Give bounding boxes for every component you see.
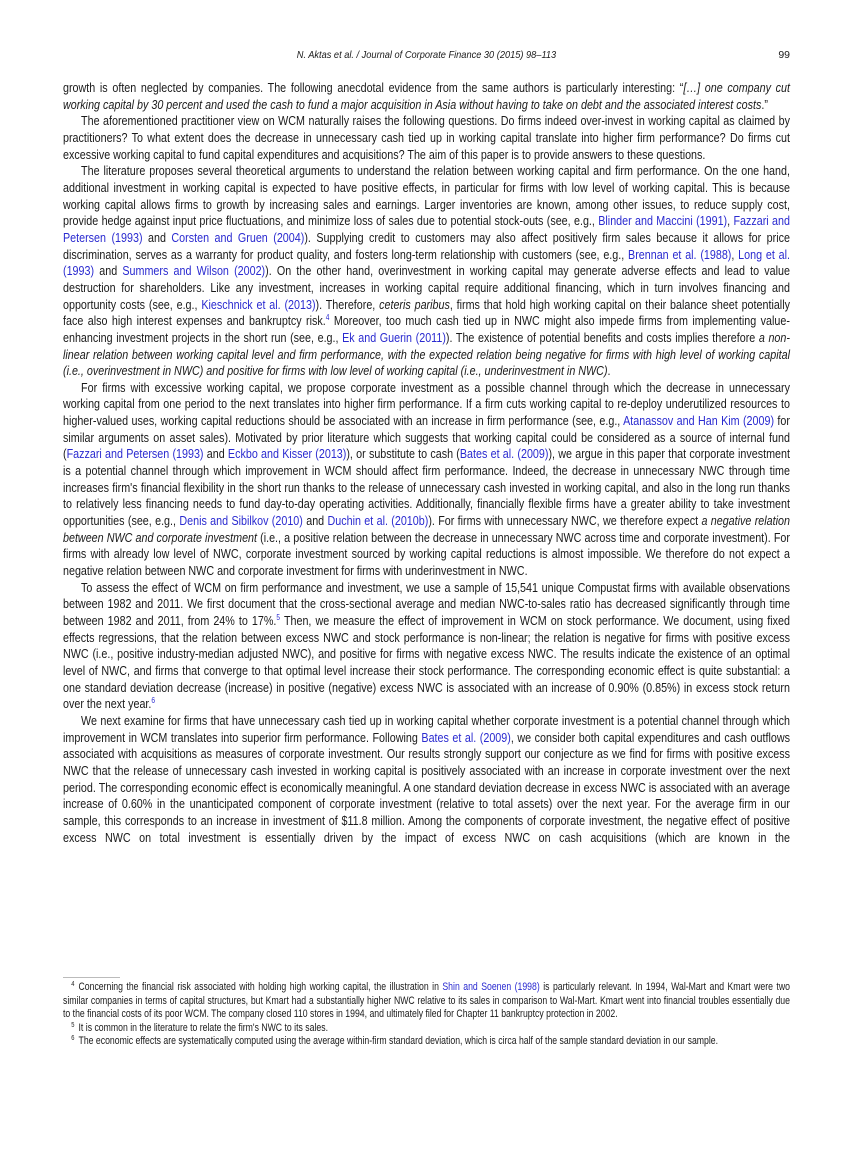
- paragraph: [63, 80, 790, 113]
- footnote: [63, 1035, 790, 1049]
- text-run: Concerning the financial risk associated with holding high working capital, the illustration in: [78, 981, 443, 993]
- text-run: ). For firms with unnecessary NWC, we therefore expect: [428, 513, 702, 529]
- text-run: ), or substitute to cash (: [346, 446, 460, 462]
- text-run: Moreover, too much cash tied up in NWC might also impede firms from implementing value-enhancing investment projects in the short run (see, e.g.,: [63, 313, 790, 345]
- text-run: ). Therefore,: [315, 296, 380, 312]
- text-run: .: [607, 363, 611, 379]
- footnote-ref-link[interactable]: 6: [151, 696, 156, 706]
- text-run: ,: [727, 213, 734, 229]
- text-run: and: [302, 513, 328, 529]
- footnote: [63, 1022, 790, 1036]
- citation-link[interactable]: Ek and Guerin (2011): [342, 329, 446, 345]
- citation-link[interactable]: Denis and Sibilkov (2010): [179, 513, 303, 529]
- text-run: ). Supplying credit to customers may also affect positively firm sales because it allows for price discrimination, serves as a warranty for product quality, and fosters long-term relationship with customers (see, e.g.,: [63, 229, 790, 262]
- footnote: [63, 981, 790, 1022]
- citation-link[interactable]: Duchin et al. (2010b): [327, 513, 429, 529]
- text-run: For firms with excessive working capital, we propose corporate investment as a possible channel through which the decrease in unnecessary working capital from one period to the next translates into higher firm performance. If a firm cuts working capital to re-deploy underutilized resources to higher-valued uses, working capital reductions should be associated with an increase in firm performance (see, e.g.,: [63, 379, 790, 429]
- footnote-divider: [63, 977, 120, 978]
- citation-link[interactable]: Bates et al. (2009): [421, 729, 511, 745]
- citation-link[interactable]: Atanassov and Han Kim (2009): [623, 413, 775, 429]
- emphasis-text: […] one company cut working capital by 30 percent and used the cash to fund a major acquisition in Asia without having to take on debt and the associated interest costs: [63, 80, 790, 112]
- text-run: We next examine for firms that have unnecessary cash tied up in working capital whether corporate investment is a potential channel through which improvement in WCM translates into superior firm performance. Following: [63, 712, 790, 745]
- citation-link[interactable]: Fazzari and Petersen (1993): [66, 446, 204, 462]
- body-text: [63, 80, 790, 846]
- running-header: [63, 49, 790, 65]
- emphasis-text: a negative relation between NWC and corporate investment: [63, 513, 790, 545]
- text-run: , firms that hold high working capital on their balance sheet potentially face also high interest expenses and bankruptcy risk.: [63, 296, 790, 329]
- text-run: , we consider both capital expenditures and cash outflows associated with acquisitions as measures of corporate investment. Our results strongly support our conjecture as we find for firms with positive excess NWC that the release of unnecessary cash invested in working capital is positively associated with an increase in corporate investment over the next period. The corresponding economic effect is economically meaningful. A one standard deviation decrease in excess NWC is associated with an average increase of 0.60% in the unanticipated component of corporate investment (relative to total assets) over the next year. For the average firm in our sample, this corresponds to an increase in investment of $11.8 million. Among the components of corporate investment, the negative effect of positive excess NWC on total investment is essentially driven by the impact of excess NWC on cash acquisitions (which are known in the: [63, 729, 790, 845]
- text-run: Then, we measure the effect of improvement in WCM on stock performance. We document, using fixed effects regressions, that the relation between excess NWC and stock performance is non-linear; the relation is negative for firms with positive excess NWC (i.e., positive industry-median adjusted NWC), and positive for firms with negative excess NWC. The results indicate the existence of an optimal level of NWC, and firms that converge to that optimal level increase their stock performance. The corresponding economic effect is quite substantial: a one standard deviation decrease (increase) in positive (negative) excess NWC is associated with an increase of 0.90% (0.85%) in excess stock return over the next year.: [63, 613, 790, 712]
- text-run: is particularly relevant. In 1994, Wal-Mart and Kmart were two similar companies in terms of capital structures, but Kmart had a substantially higher NWC relative to its sales in comparison to Wal-Mart. Kmart went into financial troubles essentially due to the financial costs of its poor WCM. The company closed 110 stores in 1994, and ultimately filed for Chapter 11 bankruptcy protection in 2002.: [63, 981, 790, 1020]
- text-run: growth is often neglected by companies. The following anecdotal evidence from the same authors is particularly interesting: “: [63, 80, 684, 95]
- citation-link[interactable]: Eckbo and Kisser (2013): [227, 446, 347, 462]
- text-run: ). The existence of potential benefits and costs implies therefore: [445, 329, 759, 345]
- text-run: and: [142, 229, 172, 245]
- text-run: ,: [731, 246, 739, 262]
- text-run: The literature proposes several theoretical arguments to understand the relation between working capital and firm performance. On the one hand, additional investment in working capital is expected to have positive effects, in particular for firms with low level of working capital. This is because working capital allows firms to growth by increasing sales and earnings. Larger inventories are known, among other issues, to reduce supply cost, provide hedge against input price fluctuations, and minimize loss of sales due to potential stock-outs (see, e.g.,: [63, 163, 790, 229]
- text-run: and: [94, 263, 123, 279]
- text-run: The aforementioned practitioner view on WCM naturally raises the following questions. Do firms indeed over-invest in working capital as claimed by practitioners? To what extent does the decrease in unnecessary cash tied up in working capital translate into higher firm performance? Do firms cut excessive working capital to fund capital expenditures and acquisitions? The aim of this paper is to provide answers to these questions.: [63, 113, 790, 162]
- footnotes: [63, 981, 790, 1049]
- citation-link[interactable]: Brennan et al. (1988): [628, 246, 732, 262]
- footnote-ref-link[interactable]: 5: [276, 613, 281, 622]
- text-run: (i.e., a positive relation between the decrease in unnecessary NWC across time and corporate investment). For firms with already low level of NWC, corporate investment sourced by working capital reductions is almost impossible. We therefore do not expect a negative relation between NWC and corporate investment for firms with underinvestment in NWC.: [63, 529, 790, 579]
- text-run: The economic effects are systematically computed using the average within-firm standard deviation, which is circa half of the sample standard deviation in our sample.: [78, 1035, 719, 1047]
- paragraph: [63, 113, 790, 163]
- text-run: and: [203, 446, 228, 462]
- citation-link[interactable]: Kieschnick et al. (2013): [201, 296, 316, 312]
- paragraph: [63, 580, 790, 713]
- text-run: .”: [761, 96, 768, 112]
- text-run: To assess the effect of WCM on firm performance and investment, we use a sample of 15,541 unique Compustat firms with available observations between 1982 and 2011. We first document that the cross-sectional average and median NWC-to-sales ratio has decreased significantly through time between 1982 and 2011, from 24% to 17%.: [63, 579, 790, 628]
- citation-link[interactable]: Shin and Soenen (1998): [442, 981, 540, 993]
- footnote-number: 6: [71, 1035, 75, 1042]
- footnote-number: 5: [71, 1021, 75, 1029]
- paragraph: [63, 380, 790, 580]
- citation-link[interactable]: Fazzari and Petersen (1993): [63, 213, 790, 245]
- paragraph: [63, 163, 790, 380]
- running-title: N. Aktas et al. / Journal of Corporate Finance 30 (2015) 98–113: [296, 49, 557, 61]
- text-run: It is common in the literature to relate the firm's NWC to its sales.: [78, 1021, 328, 1034]
- text-run: ). On the other hand, overinvestment in working capital may generate adverse effects and lead to value destruction for shareholders. Like any investment, increases in working capital require additional financing, which in turn involves financing and opportunity costs (see, e.g.,: [63, 263, 790, 312]
- footnote-number: 4: [71, 981, 75, 988]
- citation-link[interactable]: Blinder and Maccini (1991): [598, 213, 728, 229]
- text-run: ), we argue in this paper that corporate investment is a potential channel through which improvement in WCM should affect firm performance. Indeed, the decrease in unnecessary NWC through time increases firm's financial flexibility in the short run thanks to the release of unnecessary cash invested in working capital, and also in the long run thanks to relatively less financing needs to fund day-to-day operating activities. Additionally, financially flexible firms have a greater ability to take investment opportunities (see, e.g.,: [63, 446, 790, 529]
- citation-link[interactable]: Summers and Wilson (2002): [122, 263, 266, 279]
- page-number: 99: [778, 49, 790, 61]
- citation-link[interactable]: Corsten and Gruen (2004): [171, 229, 305, 245]
- citation-link[interactable]: Long et al. (1993): [63, 246, 790, 279]
- citation-link[interactable]: Bates et al. (2009): [459, 446, 549, 462]
- paragraph: [63, 713, 790, 846]
- emphasis-text: a non-linear relation between working capital level and firm performance, with the expected relation being negative for firms with high level of working capital (i.e., overinvestment in NWC) and positive for firms with low level of working capital (i.e., underinvestment in NWC): [63, 329, 790, 379]
- footnote-ref-link[interactable]: 4: [325, 313, 330, 323]
- emphasis-text: ceteris paribus: [379, 296, 450, 312]
- text-run: for similar arguments on asset sales). Motivated by prior literature which suggests that working capital could be considered as a source of internal fund (: [63, 413, 790, 462]
